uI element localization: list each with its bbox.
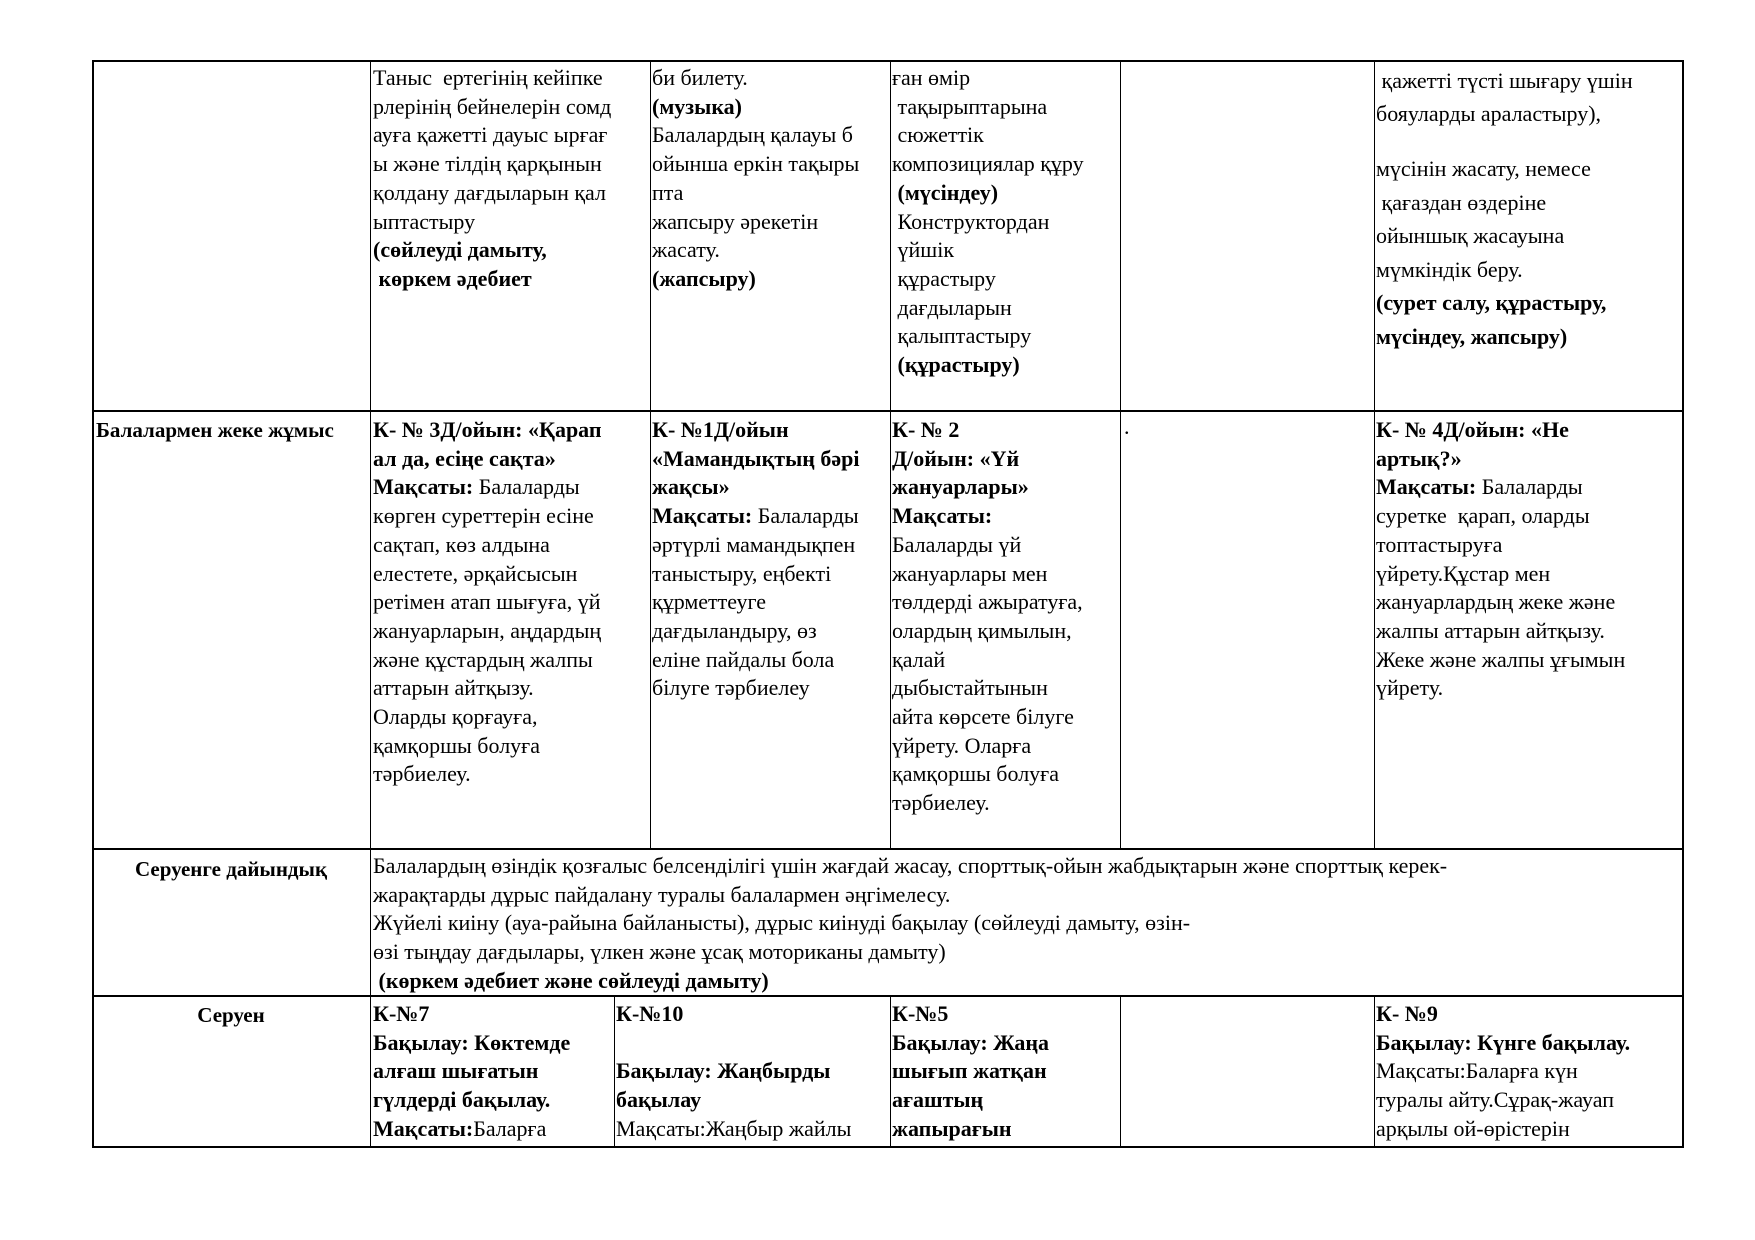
cell-line — [652, 502, 860, 531]
cell-line — [892, 732, 1083, 761]
cell-line-text: ауға қажетті дауыс ырғағ — [373, 122, 608, 148]
cell-line — [1376, 674, 1625, 703]
cell-line-text: өзі тыңдау дағдылары, үлкен және ұсақ моториканы дамыту) — [373, 939, 946, 965]
cell-line — [1376, 1057, 1630, 1086]
cell-line — [373, 703, 602, 732]
cell-line-text: жақсы» — [652, 474, 730, 500]
cell-line-text: елестете, әрқайсысын — [373, 560, 578, 586]
cell-line-text: жапсыру әрекетін — [652, 208, 819, 234]
row1-col4-cell — [892, 64, 1084, 380]
row1-col6-cell-bottom — [1376, 152, 1606, 353]
cell-line-text: К-№10 — [616, 1001, 684, 1026]
cell-line — [892, 502, 1083, 531]
cell-line-text: Д/ойын: «Үй — [892, 445, 1020, 471]
row4-col4-cell — [892, 1000, 1049, 1144]
cell-line-text: жануарлардың жеке және — [1376, 589, 1616, 615]
cell-line — [373, 617, 602, 646]
cell-line-text: қамқоршы болуға — [373, 732, 540, 758]
cell-line-text: К- № 2 — [892, 417, 960, 442]
cell-line — [373, 265, 611, 294]
cell-line — [652, 265, 859, 294]
cell-line — [616, 1057, 851, 1086]
cell-line — [892, 150, 1084, 179]
cell-line-text: жасату. — [652, 237, 720, 263]
cell-line — [373, 588, 602, 617]
cell-line-text: (музыка) — [652, 93, 742, 119]
column-divider — [650, 60, 651, 848]
cell-line-text: Мақсаты: — [1376, 474, 1482, 500]
cell-line-text: жалпы аттарын айтқызу. — [1376, 617, 1605, 643]
cell-line-text: Жеке және жалпы ұғымын — [1376, 646, 1626, 672]
cell-line — [892, 1029, 1049, 1058]
cell-line — [373, 1057, 570, 1086]
cell-line-text: қалыптастыру — [892, 323, 1032, 349]
cell-line-text: сақтап, көз алдына — [373, 531, 550, 557]
cell-line-text: еліне пайдалы бола — [652, 646, 835, 672]
cell-line — [892, 322, 1084, 351]
cell-line — [373, 473, 602, 502]
cell-line — [652, 531, 860, 560]
cell-line — [892, 617, 1083, 646]
cell-line — [616, 1115, 851, 1144]
cell-line-text: және құстардың жалпы — [373, 646, 593, 672]
cell-line — [373, 208, 611, 237]
cell-line — [1376, 646, 1625, 675]
cell-line-text: құрметтеуге — [652, 589, 766, 615]
cell-line — [373, 64, 611, 93]
cell-line-text: суретке қарап, оларды — [1376, 503, 1590, 529]
cell-line — [373, 1086, 570, 1115]
cell-line-text: тәрбиелеу. — [373, 761, 471, 787]
cell-line-rest: Баларға — [473, 1115, 547, 1141]
cell-line — [1376, 186, 1606, 220]
cell-line — [892, 121, 1084, 150]
cell-line-text: қамқоршы болуға — [892, 761, 1059, 787]
cell-line — [373, 150, 611, 179]
cell-line-text: артық?» — [1376, 445, 1462, 471]
cell-line-text: таныстыру, еңбекті — [652, 560, 832, 586]
row2-col4-cell — [892, 416, 1083, 818]
cell-line — [892, 760, 1083, 789]
cell-line — [892, 294, 1084, 323]
cell-line — [1376, 531, 1625, 560]
cell-line-text: ал да, есіңе сақта» — [373, 445, 556, 471]
row2-col6-cell — [1376, 416, 1625, 703]
cell-line — [892, 236, 1084, 265]
column-divider — [370, 60, 371, 1148]
cell-line-text: (сөйлеуді дамыту, — [373, 237, 547, 263]
cell-line — [1376, 97, 1633, 130]
cell-line-text: Бақылау: Көктемде — [373, 1029, 571, 1055]
row1-col6-cell-top — [1376, 64, 1633, 130]
cell-line — [892, 588, 1083, 617]
cell-line — [373, 179, 611, 208]
cell-line-rest: Балаларды — [757, 503, 859, 529]
cell-line-text: мүсінін жасату, немесе — [1376, 156, 1591, 181]
cell-line-text: айта көрсете білуге — [892, 704, 1074, 730]
cell-line — [373, 416, 602, 445]
cell-line-text: әртүрлі мамандықпен — [652, 531, 856, 557]
cell-line — [892, 703, 1083, 732]
cell-line — [892, 351, 1084, 380]
cell-line — [892, 674, 1083, 703]
cell-line-text: ағаштың — [892, 1087, 984, 1113]
cell-line — [652, 560, 860, 589]
cell-line — [373, 938, 1447, 967]
cell-line-text: Бақылау: Жаңа — [892, 1029, 1050, 1055]
cell-line — [373, 445, 602, 474]
cell-line-text: Бақылау: Жаңбырды — [616, 1058, 831, 1084]
cell-line-text: көрген суреттерін есіне — [373, 503, 594, 529]
cell-line-text: арқылы ой-өрістерін — [1376, 1115, 1570, 1141]
cell-line-text: би билету. — [652, 65, 748, 90]
cell-line-text: пта — [652, 179, 684, 205]
cell-line — [373, 732, 602, 761]
cell-line-text: қалай — [892, 646, 946, 672]
cell-line-text: К- № 4Д/ойын: «Не — [1376, 417, 1569, 442]
cell-line-text: тақырыптарына — [892, 93, 1048, 119]
cell-line — [373, 1115, 570, 1144]
cell-line — [373, 1000, 570, 1029]
cell-line — [373, 93, 611, 122]
cell-line-text: мүмкіндік беру. — [1376, 256, 1523, 282]
cell-line-rest: Балаларды — [478, 474, 580, 500]
row1-col3-cell — [652, 64, 859, 294]
row2-col3-cell — [652, 416, 860, 703]
cell-line — [616, 1029, 851, 1058]
cell-line-text: Мақсаты:Жаңбыр жайлы — [616, 1115, 852, 1141]
column-divider — [890, 995, 891, 1148]
cell-line — [652, 121, 859, 150]
cell-line-text: ы және тілдің қарқынын — [373, 151, 602, 177]
cell-line-text: тәрбиелеу. — [892, 790, 990, 816]
cell-line — [1376, 416, 1625, 445]
cell-line — [1376, 588, 1625, 617]
cell-line — [373, 1029, 570, 1058]
cell-line-text: көркем әдебиет — [373, 265, 532, 291]
cell-line-text: қолдану дағдыларын қал — [373, 179, 606, 205]
cell-line-text: дағдыландыру, өз — [652, 617, 817, 643]
cell-line-text: ыптастыру — [373, 208, 476, 234]
cell-line-rest: Балаларды — [1481, 474, 1583, 500]
row-label-walk: Серуен — [197, 1003, 265, 1027]
cell-line-text: бақылау — [616, 1087, 702, 1113]
cell-line-text: Мақсаты: — [373, 474, 479, 500]
cell-line-text: (сурет салу, құрастыру, — [1376, 290, 1607, 315]
cell-line — [373, 560, 602, 589]
cell-line-text: Оларды қорғауға, — [373, 704, 538, 730]
cell-line-text: жануарларын, аңдардың — [373, 617, 602, 643]
column-divider — [1120, 60, 1121, 848]
cell-line-text: Мақсаты: — [892, 503, 993, 529]
cell-line — [616, 1086, 851, 1115]
cell-line — [1376, 445, 1625, 474]
cell-line — [892, 789, 1083, 818]
cell-line-text: Мақсаты:Баларға күн — [1376, 1058, 1578, 1084]
cell-line — [1376, 1115, 1630, 1144]
cell-line — [652, 236, 859, 265]
cell-line-text: үйрету. — [1376, 675, 1444, 701]
cell-line — [652, 674, 860, 703]
cell-line-text: қажетті түсті шығару үшін — [1376, 68, 1633, 93]
cell-line — [892, 646, 1083, 675]
cell-line — [652, 617, 860, 646]
cell-line-text: жарақтарды дұрыс пайдалану туралы балалармен әңгімелесу. — [373, 881, 951, 907]
cell-line — [1376, 152, 1606, 186]
row-label-individual-work: Балалармен жеке жұмыс — [96, 418, 334, 442]
cell-line-text: білуге тәрбиелеу — [652, 675, 810, 701]
cell-line — [652, 179, 859, 208]
cell-line — [1376, 473, 1625, 502]
cell-line-text: Мақсаты: — [373, 1115, 474, 1141]
cell-line-text: сюжеттік — [892, 122, 984, 148]
cell-line-text: гүлдерді бақылау. — [373, 1087, 551, 1113]
row2-col2-cell — [373, 416, 602, 789]
column-divider — [1374, 995, 1375, 1148]
cell-line — [373, 881, 1447, 910]
cell-line-text: қағаздан өздеріне — [1376, 189, 1547, 215]
cell-line-text: дыбыстайтынын — [892, 675, 1048, 701]
cell-line-text: (мүсіндеу) — [892, 179, 999, 205]
cell-line-text: (көркем әдебиет және сөйлеуді дамыту) — [373, 967, 769, 993]
cell-line-text — [616, 1030, 622, 1055]
cell-line-text: К- № 3Д/ойын: «Қарап — [373, 417, 602, 442]
cell-line-text: К- №9 — [1376, 1001, 1438, 1026]
cell-line-text: шығып жатқан — [892, 1058, 1047, 1084]
cell-line-text: олардың қимылын, — [892, 617, 1072, 643]
cell-line — [1376, 502, 1625, 531]
cell-line-text: дағдыларын — [892, 294, 1012, 320]
cell-line-text: алғаш шығатын — [373, 1058, 539, 1084]
cell-line — [652, 473, 860, 502]
cell-line-text: Таныс ертегінің кейіпке — [373, 65, 603, 90]
column-divider — [890, 60, 891, 848]
cell-line-text: бояуларды араластыру), — [1376, 101, 1602, 126]
cell-line — [892, 265, 1084, 294]
cell-line — [373, 760, 602, 789]
cell-line — [1376, 1086, 1630, 1115]
cell-line — [892, 93, 1084, 122]
row4-col3-cell — [616, 1000, 851, 1144]
cell-line-text: жануарлары» — [892, 474, 1029, 500]
cell-line — [373, 909, 1447, 938]
row3-merged-cell — [373, 852, 1447, 996]
cell-line-text: ойыншық жасауына — [1376, 223, 1565, 248]
cell-line — [892, 64, 1084, 93]
row2-col5-cell: . — [1124, 414, 1130, 439]
cell-line — [1376, 64, 1633, 97]
cell-line — [373, 852, 1447, 881]
cell-line-text: (жапсыру) — [652, 265, 756, 291]
cell-line — [373, 236, 611, 265]
cell-line-text: туралы айту.Сұрақ-жауап — [1376, 1087, 1614, 1113]
cell-line — [652, 150, 859, 179]
cell-line-text: Бақылау: Күнге бақылау. — [1376, 1029, 1631, 1055]
cell-line-text: үйрету. Оларға — [892, 732, 1032, 758]
cell-line — [652, 445, 860, 474]
cell-line — [1376, 320, 1606, 354]
cell-line-text: құрастыру — [892, 265, 996, 291]
cell-line-text: ған өмір — [892, 65, 971, 90]
cell-line — [373, 121, 611, 150]
cell-line-text: ойынша еркін тақыры — [652, 151, 860, 177]
cell-line-text: К- №1Д/ойын — [652, 417, 789, 442]
cell-line-text: жануарлары мен — [892, 560, 1048, 586]
cell-line — [652, 646, 860, 675]
cell-line-text: төлдерді ажыратуға, — [892, 589, 1083, 615]
cell-line — [1376, 560, 1625, 589]
row-divider — [92, 848, 1684, 850]
cell-line — [373, 967, 1447, 996]
cell-line — [892, 208, 1084, 237]
cell-line — [892, 416, 1083, 445]
cell-line — [652, 416, 860, 445]
cell-line-text: аттарын айтқызу. — [373, 675, 534, 701]
cell-line — [616, 1000, 851, 1029]
cell-line — [373, 674, 602, 703]
cell-line — [652, 93, 859, 122]
column-divider — [614, 995, 615, 1148]
cell-line — [652, 588, 860, 617]
cell-line — [373, 531, 602, 560]
row4-col6-cell — [1376, 1000, 1630, 1144]
cell-line — [1376, 253, 1606, 287]
cell-line-text: (құрастыру) — [892, 352, 1020, 378]
cell-line-text: мүсіндеу, жапсыру) — [1376, 323, 1568, 349]
cell-line — [1376, 286, 1606, 320]
cell-line — [652, 64, 859, 93]
cell-line-text: К-№7 — [373, 1001, 430, 1026]
cell-line-text: рлерінің бейнелерін сомд — [373, 93, 612, 119]
cell-line-text: К-№5 — [892, 1001, 949, 1026]
cell-line — [1376, 1000, 1630, 1029]
cell-line-text: композициялар құру — [892, 151, 1084, 177]
cell-line — [892, 1115, 1049, 1144]
cell-line — [652, 208, 859, 237]
cell-line-text: Мақсаты: — [652, 503, 758, 529]
cell-line — [892, 473, 1083, 502]
cell-line — [1376, 1029, 1630, 1058]
cell-line-text: Балаларды үй — [892, 531, 1022, 557]
cell-line — [892, 179, 1084, 208]
cell-line-text: Конструктордан — [892, 208, 1050, 234]
cell-line-text: топтастыруға — [1376, 531, 1503, 557]
row-divider — [92, 410, 1684, 412]
cell-line — [892, 1057, 1049, 1086]
cell-line-text: «Мамандықтың бәрі — [652, 445, 860, 471]
cell-line — [892, 560, 1083, 589]
cell-line-text: Балалардың қалауы б — [652, 122, 853, 148]
cell-line — [892, 1000, 1049, 1029]
cell-line — [373, 646, 602, 675]
cell-line-text: үйрету.Құстар мен — [1376, 560, 1551, 586]
cell-line-text: жапырағын — [892, 1115, 1012, 1141]
cell-line-text: ретімен атап шығуға, үй — [373, 589, 601, 615]
row4-col2-cell — [373, 1000, 570, 1144]
cell-line — [373, 502, 602, 531]
cell-line — [892, 1086, 1049, 1115]
cell-line — [1376, 219, 1606, 253]
column-divider — [1374, 60, 1375, 848]
cell-line-text: Балалардың өзіндік қозғалыс белсенділігі үшін жағдай жасау, спорттық-ойын жабдықтарын және спорттық керек- — [373, 853, 1448, 878]
row1-col2-cell — [373, 64, 611, 294]
column-divider — [1120, 995, 1121, 1148]
cell-line-text: үйшік — [892, 237, 955, 263]
cell-line — [892, 445, 1083, 474]
cell-line-text: Жүйелі киіну (ауа-райына байланысты), дұрыс киінуді бақылау (сөйлеуді дамыту, өзін- — [373, 910, 1191, 936]
cell-line — [1376, 617, 1625, 646]
row-label-walk-preparation: Серуенге дайындық — [134, 857, 328, 881]
cell-line — [892, 531, 1083, 560]
